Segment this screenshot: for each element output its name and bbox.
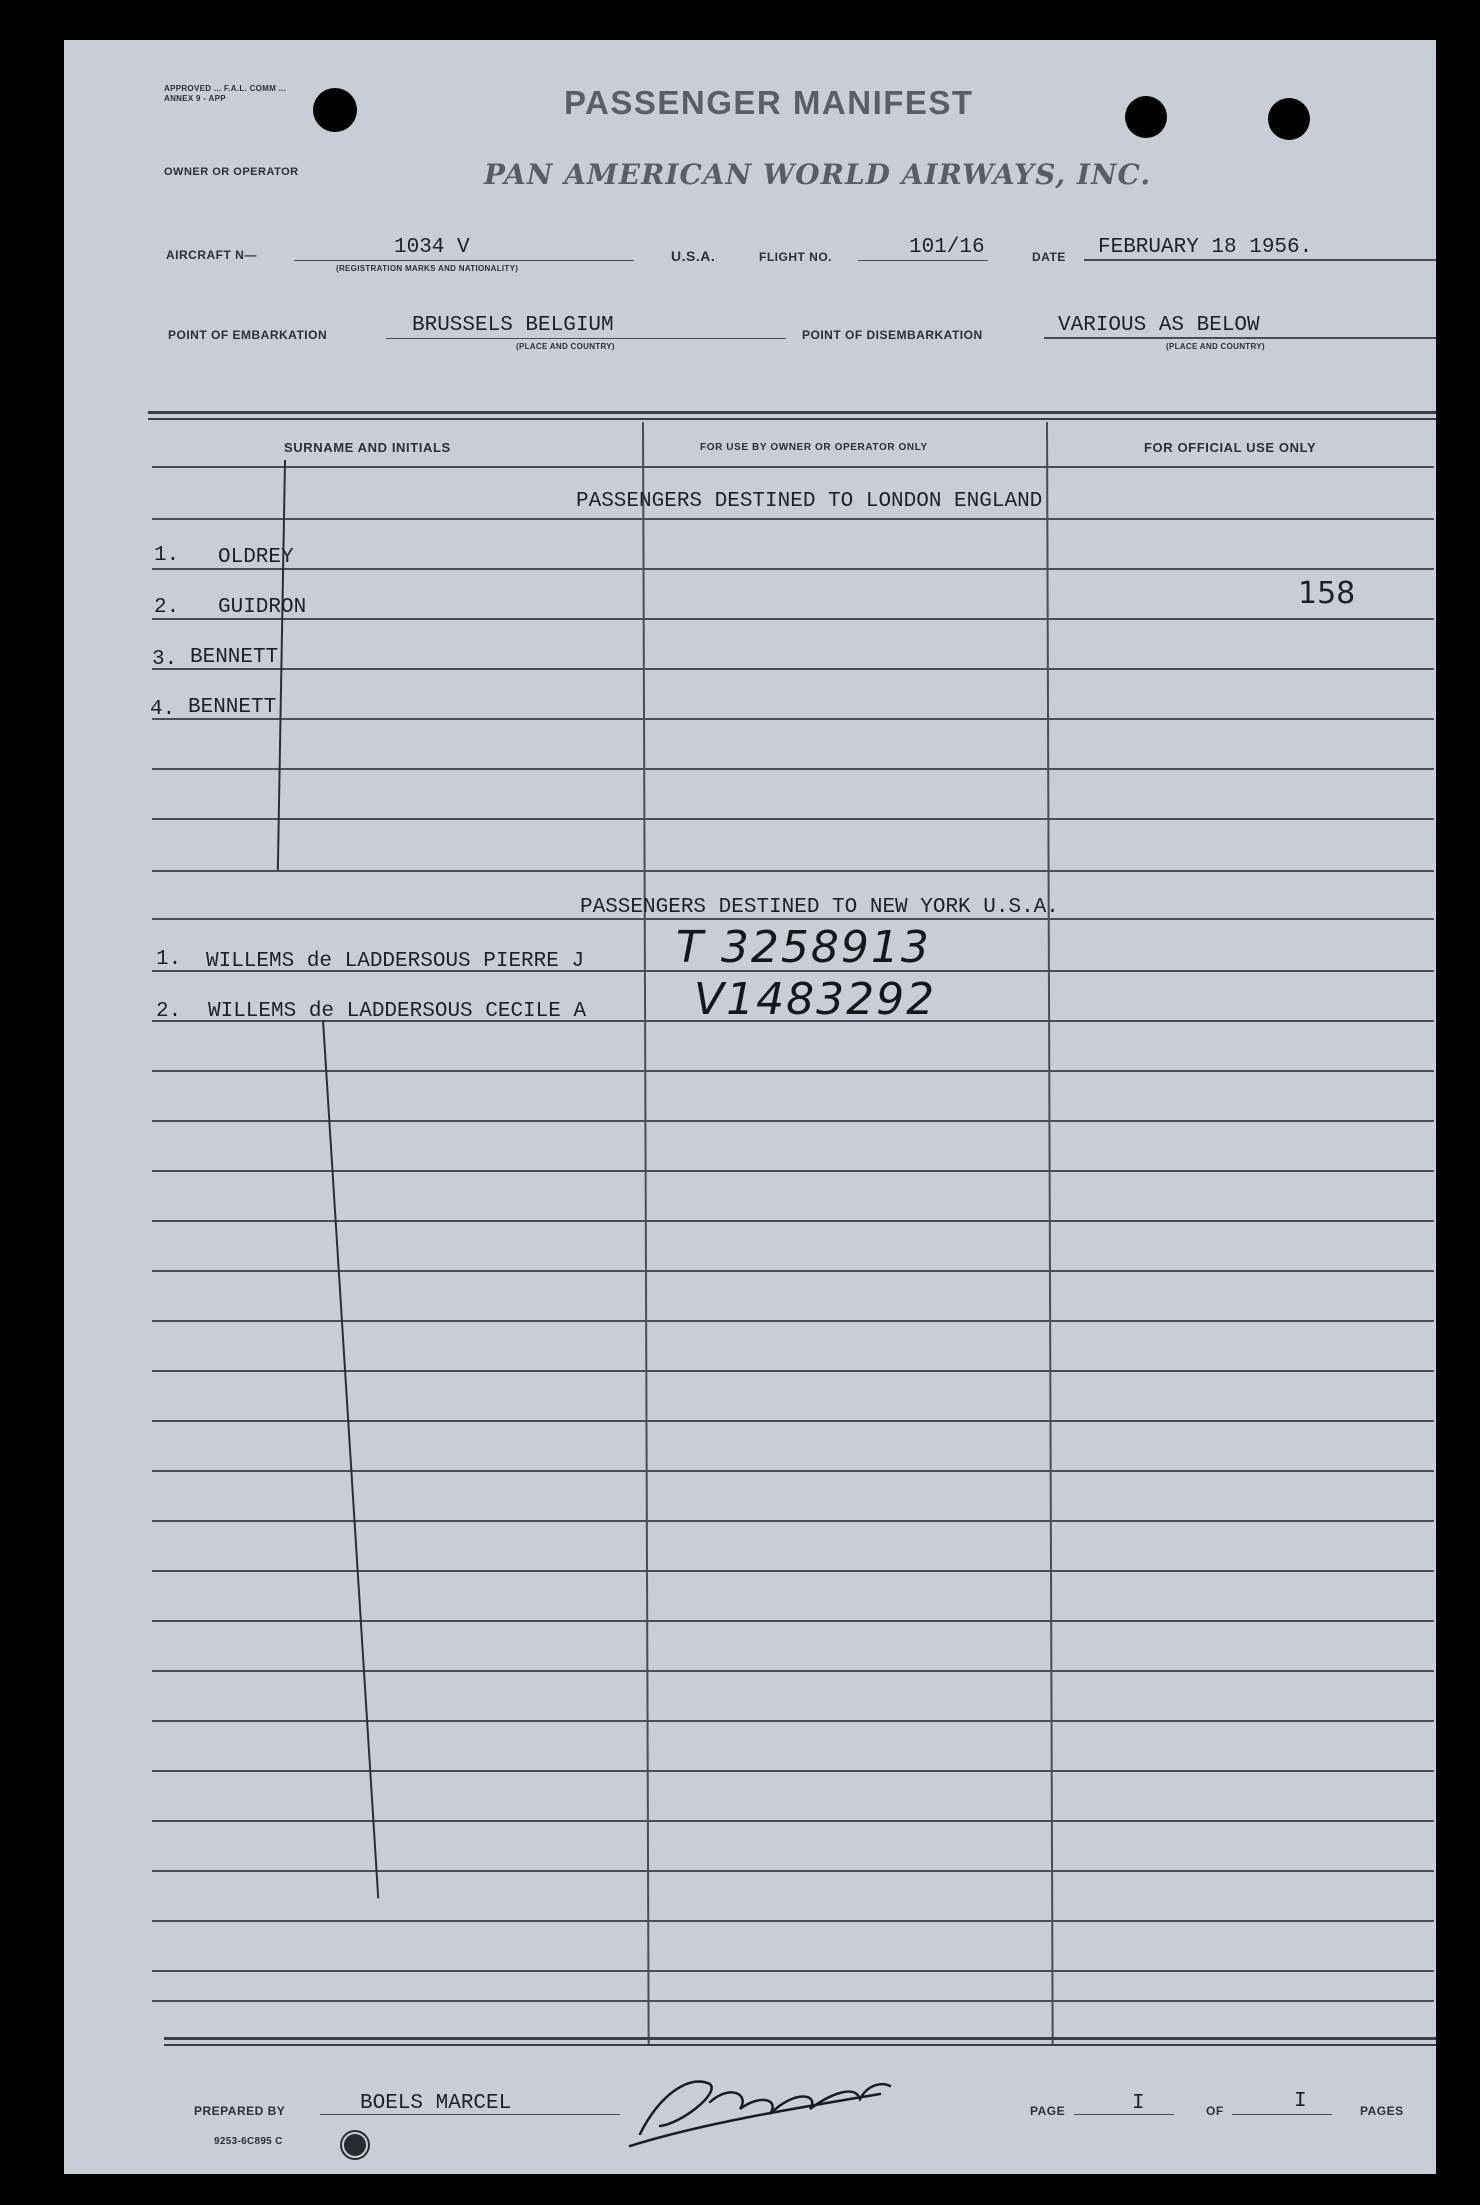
page-label: PAGE bbox=[1030, 2104, 1066, 2118]
column-divider-2 bbox=[1046, 422, 1054, 2044]
aircraft-value: 1034 V bbox=[394, 236, 470, 259]
table-rule-line bbox=[152, 1320, 1434, 1322]
table-rule-line bbox=[152, 718, 1434, 720]
row-number: 1. bbox=[154, 544, 180, 567]
col-header-surname: SURNAME AND INITIALS bbox=[284, 440, 451, 455]
page-number: I bbox=[1132, 2092, 1145, 2115]
table-rule-line bbox=[152, 1170, 1434, 1172]
embarkation-underline bbox=[386, 338, 786, 339]
table-top-rule bbox=[148, 411, 1436, 414]
table-bottom-rule-inner bbox=[164, 2044, 1436, 2046]
passenger-name: BENNETT bbox=[188, 696, 277, 719]
column-divider-1 bbox=[642, 422, 650, 2044]
table-rule-line bbox=[152, 2000, 1434, 2002]
table-rule-line bbox=[152, 1270, 1434, 1272]
col-header-official: FOR OFFICIAL USE ONLY bbox=[1144, 440, 1317, 455]
owner-label: OWNER OR OPERATOR bbox=[164, 166, 299, 178]
flight-value: 101/16 bbox=[909, 236, 985, 259]
page-title: PASSENGER MANIFEST bbox=[564, 84, 974, 121]
aircraft-sublabel: (REGISTRATION MARKS AND NATIONALITY) bbox=[336, 264, 519, 273]
date-value: FEBRUARY 18 1956. bbox=[1098, 236, 1313, 259]
signature bbox=[620, 2054, 940, 2154]
owner-value: PAN AMERICAN WORLD AIRWAYS, INC. bbox=[484, 158, 1152, 191]
table-rule-line bbox=[152, 1920, 1434, 1922]
table-rule-line bbox=[152, 1470, 1434, 1472]
date-label: DATE bbox=[1032, 250, 1066, 264]
passenger-name: OLDREY bbox=[218, 546, 294, 569]
aircraft-underline bbox=[294, 260, 634, 261]
disembarkation-underline bbox=[1044, 337, 1436, 339]
table-top-rule-inner bbox=[148, 418, 1436, 420]
table-rule-line bbox=[152, 618, 1434, 620]
row-number: 3. bbox=[152, 648, 178, 671]
table-rule-line bbox=[152, 1770, 1434, 1772]
union-label-icon bbox=[342, 2132, 368, 2158]
punch-hole-left bbox=[313, 88, 357, 132]
table-rule-line bbox=[152, 1620, 1434, 1622]
bracket-line-new-york bbox=[322, 1020, 379, 1898]
aircraft-label: AIRCRAFT N— bbox=[166, 248, 257, 262]
table-rule-line bbox=[152, 1820, 1434, 1822]
table-rule-line bbox=[152, 1570, 1434, 1572]
total-pages: I bbox=[1294, 2090, 1307, 2113]
embarkation-sublabel: (PLACE AND COUNTRY) bbox=[516, 342, 615, 351]
pages-label: PAGES bbox=[1360, 2104, 1404, 2118]
passenger-name: WILLEMS de LADDERSOUS PIERRE J bbox=[206, 950, 585, 973]
punch-hole-right bbox=[1268, 98, 1310, 140]
section-heading-london: PASSENGERS DESTINED TO LONDON ENGLAND bbox=[576, 490, 1043, 513]
flight-label: FLIGHT NO. bbox=[759, 250, 832, 264]
embarkation-value: BRUSSELS BELGIUM bbox=[412, 314, 614, 337]
form-number: 9253-6C895 C bbox=[214, 2136, 283, 2147]
approval-stamp: APPROVED ... F.A.L. COMM ... ANNEX 9 - APP bbox=[164, 84, 287, 103]
official-number: 158 bbox=[1298, 576, 1356, 611]
embarkation-label: POINT OF EMBARKATION bbox=[168, 328, 328, 342]
passenger-name: GUIDRON bbox=[218, 596, 307, 619]
of-underline bbox=[1232, 2114, 1332, 2115]
usa-label: U.S.A. bbox=[671, 248, 716, 264]
table-rule-line bbox=[152, 1870, 1434, 1872]
table-rule-line bbox=[152, 466, 1434, 468]
table-rule-line bbox=[152, 668, 1434, 670]
date-underline bbox=[1084, 259, 1436, 261]
prepared-by-label: PREPARED BY bbox=[194, 2104, 286, 2118]
row-number: 1. bbox=[156, 948, 182, 971]
table-rule-line bbox=[152, 818, 1434, 820]
table-rule-line bbox=[152, 1720, 1434, 1722]
punch-hole-middle bbox=[1125, 96, 1167, 138]
section-heading-new-york: PASSENGERS DESTINED TO NEW YORK U.S.A. bbox=[580, 896, 1059, 919]
manifest-sheet bbox=[64, 40, 1436, 2174]
table-rule-line bbox=[152, 1120, 1434, 1122]
disembarkation-value: VARIOUS AS BELOW bbox=[1058, 314, 1260, 337]
table-rule-line bbox=[152, 568, 1434, 570]
passenger-name: WILLEMS de LADDERSOUS CECILE A bbox=[208, 1000, 587, 1023]
passenger-name: BENNETT bbox=[190, 646, 279, 669]
table-bottom-rule bbox=[164, 2037, 1436, 2040]
table-rule-line bbox=[152, 1420, 1434, 1422]
table-rule-line bbox=[152, 518, 1434, 520]
disembarkation-sublabel: (PLACE AND COUNTRY) bbox=[1166, 342, 1265, 351]
table-rule-line bbox=[152, 1520, 1434, 1522]
table-rule-line bbox=[152, 1070, 1434, 1072]
table-rule-line bbox=[152, 1970, 1434, 1972]
table-rule-line bbox=[152, 1670, 1434, 1672]
of-label: OF bbox=[1206, 2104, 1224, 2118]
disembarkation-label: POINT OF DISEMBARKATION bbox=[802, 328, 983, 342]
flight-underline bbox=[858, 260, 988, 261]
page-underline bbox=[1074, 2114, 1174, 2115]
prepared-by-value: BOELS MARCEL bbox=[360, 2092, 512, 2115]
row-number: 2. bbox=[154, 596, 180, 619]
passport-number: V1483292 bbox=[694, 974, 937, 1025]
row-number: 2. bbox=[156, 1000, 182, 1023]
table-rule-line bbox=[152, 768, 1434, 770]
table-rule-line bbox=[152, 1220, 1434, 1222]
col-header-operator: FOR USE BY OWNER OR OPERATOR ONLY bbox=[700, 442, 928, 453]
row-number: 4. bbox=[150, 698, 176, 721]
table-rule-line bbox=[152, 870, 1434, 872]
passport-number: T 3258913 bbox=[676, 922, 931, 973]
